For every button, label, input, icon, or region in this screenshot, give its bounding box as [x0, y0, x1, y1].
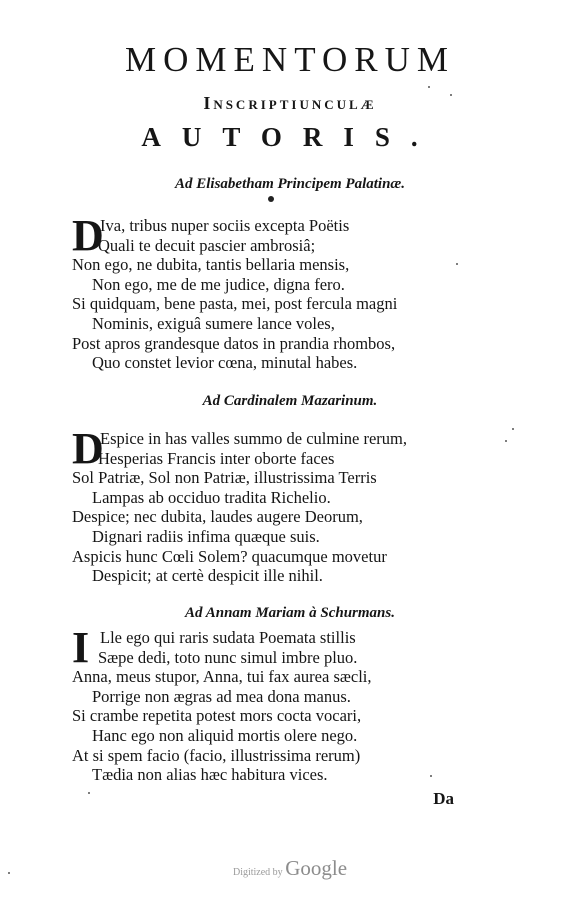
drop-capital: D: [72, 424, 104, 473]
poem-line: Non ego, ne dubita, tantis bellaria mensis,: [72, 255, 350, 275]
print-speck: [430, 775, 432, 777]
poem-heading-mazarinum: Ad Cardinalem Mazarinum.: [202, 393, 378, 409]
print-speck: [428, 86, 430, 88]
drop-capital: I: [72, 623, 90, 672]
poem-line: Non ego, me de me judice, digna fero.: [92, 274, 345, 294]
watermark-prefix: Digitized by: [232, 867, 283, 878]
poem-line: Aspicis hunc Cœli Solem? quacumque movetur: [72, 546, 387, 566]
poem-mazarinum: [72, 424, 472, 586]
poem-line: Espice in has valles summo de culmine rerum,: [100, 429, 408, 448]
print-speck: [8, 872, 10, 874]
poem-heading-schurmans: Ad Annam Mariam à Schurmans.: [185, 605, 395, 621]
poem-line: Anna, meus stupor, Anna, tui fax aurea sæcli,: [72, 667, 372, 687]
print-speck: [450, 94, 452, 96]
print-speck: [505, 440, 507, 442]
poem-line: At si spem facio (facio, illustrissima rerum): [72, 745, 361, 765]
ornament-dot: [268, 196, 274, 202]
poem-line: Despice; nec dubita, laudes augere Deorum,: [72, 507, 363, 527]
poem-line: Post apros grandesque datos in prandia rhombos,: [72, 333, 396, 353]
poem-line: Tædia non alias hæc habitura vices.: [92, 765, 328, 785]
poem-line: Despicit; at certè despicit ille nihil.: [92, 566, 323, 586]
author-line: AUTORIS.: [141, 122, 439, 152]
poem-line: Dignari radiis infima quæque suis.: [92, 526, 320, 546]
print-speck: [512, 428, 514, 430]
poem-line: Si crambe repetita potest mors cocta vocari,: [72, 706, 362, 726]
drop-capital: D: [72, 211, 104, 260]
poem-elisabetham: [72, 211, 472, 373]
poem-heading-elisabetham: Ad Elisabetham Principem Palatinæ.: [174, 176, 406, 192]
poem-line: Sæpe dedi, toto nunc simul imbre pluo.: [98, 647, 358, 667]
poem-line: Hanc ego non aliquid mortis olere nego.: [92, 725, 358, 745]
poem-line: Iva, tribus nuper sociis excepta Poëtis: [100, 216, 350, 235]
poem-line: Lle ego qui raris sudata Poemata stillis: [100, 628, 356, 647]
catchword: Da: [433, 789, 454, 808]
poem-line: Porrige non ægras ad mea dona manus.: [92, 686, 351, 706]
page-title: MOMENTORUM: [125, 40, 455, 79]
print-speck: [456, 263, 458, 265]
poem-line: Si quidquam, bene pasta, mei, post fercula magni: [72, 294, 398, 314]
poem-line: Hesperias Francis inter oborte faces: [98, 448, 335, 468]
poem-line: Quali te decuit pascier ambrosiâ;: [98, 235, 316, 255]
poem-line: Lampas ab occiduo tradita Richelio.: [92, 487, 331, 507]
poem-line: Sol Patriæ, Sol non Patriæ, illustrissima Terris: [72, 468, 377, 488]
print-speck: [88, 792, 90, 794]
poem-line: Nominis, exiguâ sumere lance voles,: [92, 313, 335, 333]
poem-line: Quo constet levior cœna, minutal habes.: [92, 353, 358, 373]
page-subtitle: Inscriptiunculæ: [203, 93, 377, 113]
poem-schurmans: [72, 623, 472, 785]
digitized-watermark: [0, 856, 580, 881]
watermark-brand: Google: [285, 856, 348, 880]
